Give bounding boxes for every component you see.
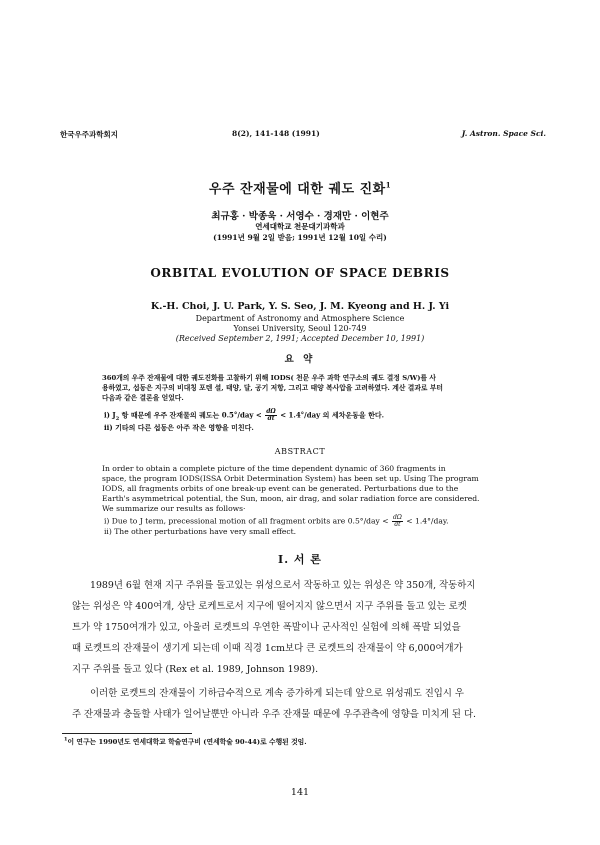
abstract-english-line: In order to obtain a complete picture of the time dependent dynamic of 360 fragments in [102,464,446,473]
abstract-korean-item-1 [104,409,384,422]
footnote-text: 이 연구는 1990년도 연세대학교 학술연구비 (연세학술 90-44)로 수행된 것임. [67,738,307,746]
abstract-korean-line: 다음과 같은 결론을 얻었다. [102,394,184,402]
abstract-english-line: IODS, all fragments orbits of one break-up event can be generated. Perturbations due to the [102,484,459,493]
body-line: 이러한 로켓트의 잔재물이 기하급수적으로 계속 증가하게 되는데 앞으로 위성궤도 진입시 우 [90,688,464,699]
abstract-heading-english: ABSTRACT [274,447,326,456]
body-line: 주 잔재물과 충돌할 사태가 일어날뿐만 아니라 우주 잔재물 때문에 우주관측에 영향을 미치게 된 다. [72,709,476,720]
item-text: 항 때문에 우주 잔재물의 궤도는 0.5°/day < [119,410,262,420]
derivative-fraction [392,515,403,528]
received-english: (Received September 2, 1991; Accepted December 10, 1991) [175,334,425,343]
page-number: 141 [290,787,310,798]
body-line: 지구 주위를 돌고 있다 (Rex et al. 1989, Johnson 1989). [72,664,319,675]
fraction-numerator: dΩ [393,514,402,521]
body-line: 1989년 6월 현재 지구 주위를 돌고있는 위성으로서 작동하고 있는 위성은 약 350개, 작동하지 [90,580,476,591]
authors-english: K.-H. Choi, J. U. Park, Y. S. Seo, J. M. Kyeong and H. J. Yi [150,301,450,312]
citation: 8(2), 141-148 (1991) [232,129,320,138]
journal-name-ko: 한국우주과학회지 [60,130,118,139]
body-line: 트가 약 1750여개가 있고, 아울러 로켓트의 우연한 폭발이나 군사적인 실험에 의해 폭발 되었을 [72,622,461,633]
abstract-korean-line: 용하였고, 섭동은 지구의 비대칭 포텐 셜, 태양, 달, 공기 저항, 그리고 태양 복사압을 고려하였다. 계산 결과로 부터 [102,384,443,392]
journal-name-en: J. Astron. Space Sci. [461,129,546,138]
item-subscript: 2 [115,415,120,422]
affiliation-korean: 연세대학교 천문대기과학과 [255,222,345,231]
university-english: Yonsei University, Seoul 120-749 [233,324,367,333]
item-text: i) J [104,410,116,420]
abstract-heading-korean: 요 약 [284,354,316,365]
section-heading: I. 서 론 [278,553,322,566]
received-korean: (1991년 9월 2일 받음; 1991년 12월 10일 수리) [213,233,387,242]
abstract-english-line: Earth's asymmetrical potential, the Sun, moon, air drag, and solar radiation force are considered. [102,494,480,503]
item-text: term, precessional motion of all fragment orbits are 0.5°/day < [142,516,389,526]
item-text: < 1.4°/day 의 세차운동을 한다. [280,410,385,420]
abstract-korean-line: 360개의 우주 잔재물에 대한 궤도진화를 고찰하기 위해 IODS( 천문 우주 과학 연구소의 궤도 결정 S/W)를 사 [102,374,436,382]
abstract-english-line: space, the program IODS(ISSA Orbit Determination System) has been set up. Using The program [102,474,479,483]
title-korean [0,178,600,197]
abstract-english-line: We summarize our results as follows· [102,504,246,513]
title-english: ORBITAL EVOLUTION OF SPACE DEBRIS [150,266,450,280]
footnote-marker: 1 [64,736,68,743]
body-line: 때 로켓트의 잔재물이 생기게 되는데 이때 직경 1cm보다 큰 로켓트의 잔재물이 약 6,000여개가 [72,643,463,654]
authors-korean: 최규홍 · 박종욱 · 서영수 · 경재만 · 이현주 [211,211,389,222]
title-korean-text: 우주 잔재물에 대한 궤도 진화 [208,182,386,197]
fraction-denominator: dt [394,521,401,528]
fraction-numerator: dΩ [266,408,276,415]
footnote [64,736,307,746]
body-line: 않는 위성은 약 400여개, 상단 로케트로서 지구에 떨어지지 않으면서 지구 주위를 돌고 있는 로켓 [72,601,467,612]
title-footnote-marker: 1 [385,180,392,190]
abstract-korean-item-2: ii) 기타의 다른 섭동은 아주 작은 영향을 미친다. [104,423,254,432]
item-text: i) Due to J [104,516,143,526]
footnote-divider [62,733,192,734]
department-english: Department of Astronomy and Atmosphere Science [195,314,405,323]
derivative-fraction [265,409,277,422]
abstract-english-item-2: ii) The other perturbations have very small effect. [104,527,297,536]
fraction-denominator: dt [267,415,275,422]
item-text: < 1.4°/day. [406,516,449,526]
